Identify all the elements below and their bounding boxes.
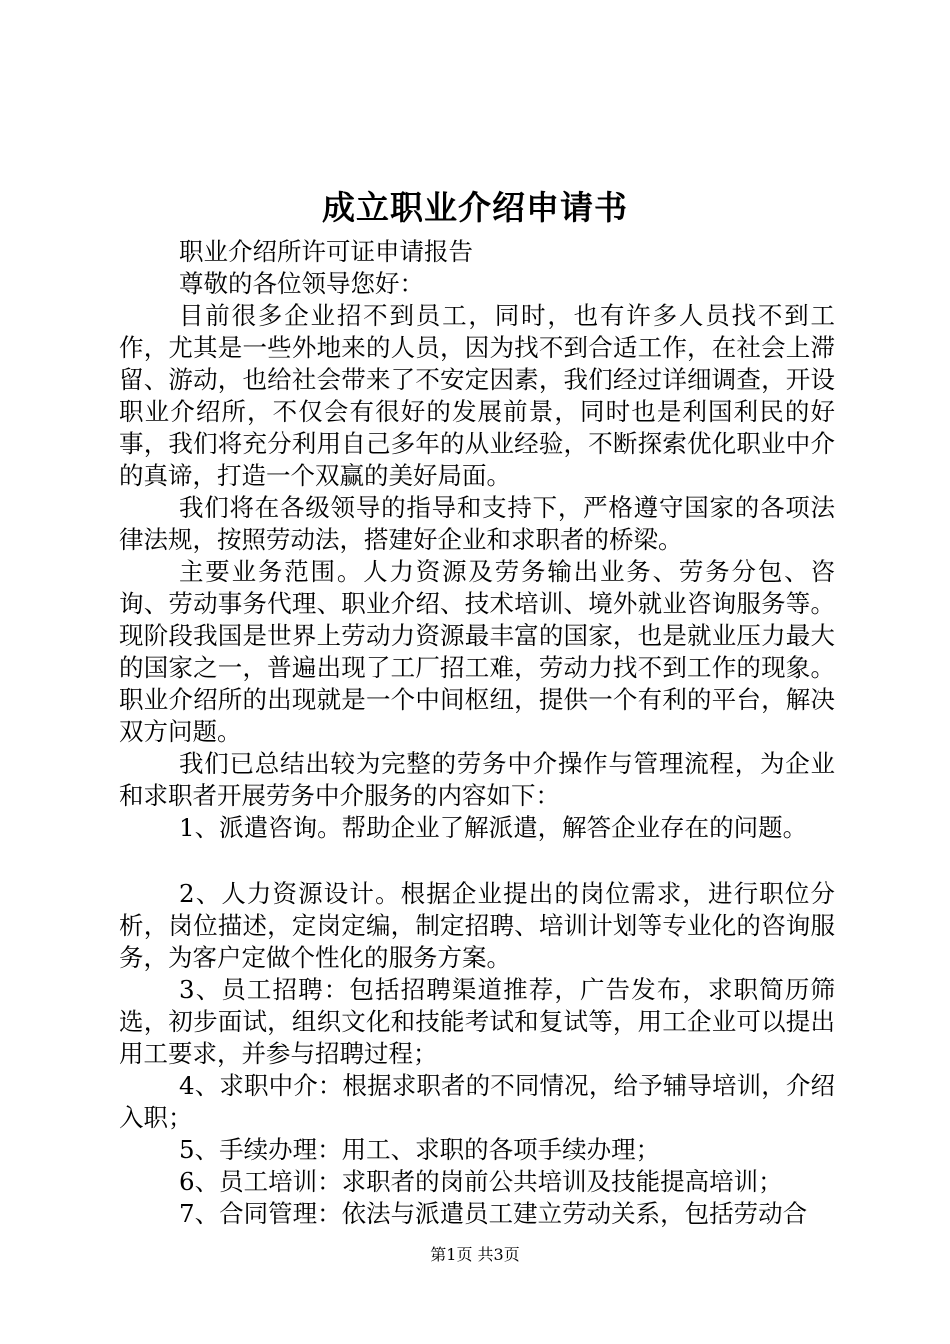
paragraph-report-title: 职业介绍所许可证申请报告	[179, 237, 473, 266]
list-item-procedures: 5、手续办理：用工、求职的各项手续办理；	[179, 1135, 661, 1164]
paragraph-background: 目前很多企业招不到员工，同时，也有许多人员找不到工作，尤其是一些外地来的人员，因为找不到合适工作，在社会上滞留、游动，也给社会带来了不安定因素，我们经过详细调查，开设职业介绍所，不仅会有很好的发展前景，同时也是利国利民的好事，我们将充分利用自己多年的从业经验，不断探索优化职业中介的真谛，打造一个双赢的美好局面。	[119, 301, 835, 490]
document-title: 成立职业介绍申请书	[322, 188, 628, 227]
list-item-recruitment: 3、员工招聘：包括招聘渠道推荐，广告发布，求职简历筛选，初步面试，组织文化和技能考试和复试等，用工企业可以提出用工要求，并参与招聘过程；	[119, 975, 835, 1068]
paragraph-business-scope: 主要业务范围。人力资源及劳务输出业务、劳务分包、咨询、劳动事务代理、职业介绍、技术培训、境外就业咨询服务等。现阶段我国是世界上劳动力资源最丰富的国家，也是就业压力最大的国家之一，普遍出现了工厂招工难，劳动力找不到工作的现象。职业介绍所的出现就是一个中间枢纽，提供一个有利的平台，解决双方问题。	[119, 557, 835, 746]
list-item-job-agency: 4、求职中介：根据求职者的不同情况，给予辅导培训，介绍入职；	[119, 1071, 835, 1132]
list-item-dispatch-consulting: 1、派遣咨询。帮助企业了解派遣，解答企业存在的问题。	[179, 813, 808, 842]
list-item-hr-design: 2、人力资源设计。根据企业提出的岗位需求，进行职位分析，岗位描述，定岗定编，制定招聘、培训计划等专业化的咨询服务，为客户定做个性化的服务方案。	[119, 879, 835, 972]
list-item-contract-management: 7、合同管理：依法与派遣员工建立劳动关系，包括劳动合	[179, 1199, 808, 1228]
paragraph-commitment: 我们将在各级领导的指导和支持下，严格遵守国家的各项法律法规，按照劳动法，搭建好企业和求职者的桥梁。	[119, 493, 835, 554]
document-body	[119, 236, 835, 1230]
paragraph-services-intro: 我们已总结出较为完整的劳务中介操作与管理流程，为企业和求职者开展劳务中介服务的内容如下：	[119, 749, 835, 810]
paragraph-salutation: 尊敬的各位领导您好：	[179, 269, 424, 298]
page-number: 第1页 共3页	[430, 1245, 520, 1264]
list-item-training: 6、员工培训：求职者的岗前公共培训及技能提高培训；	[179, 1167, 783, 1196]
